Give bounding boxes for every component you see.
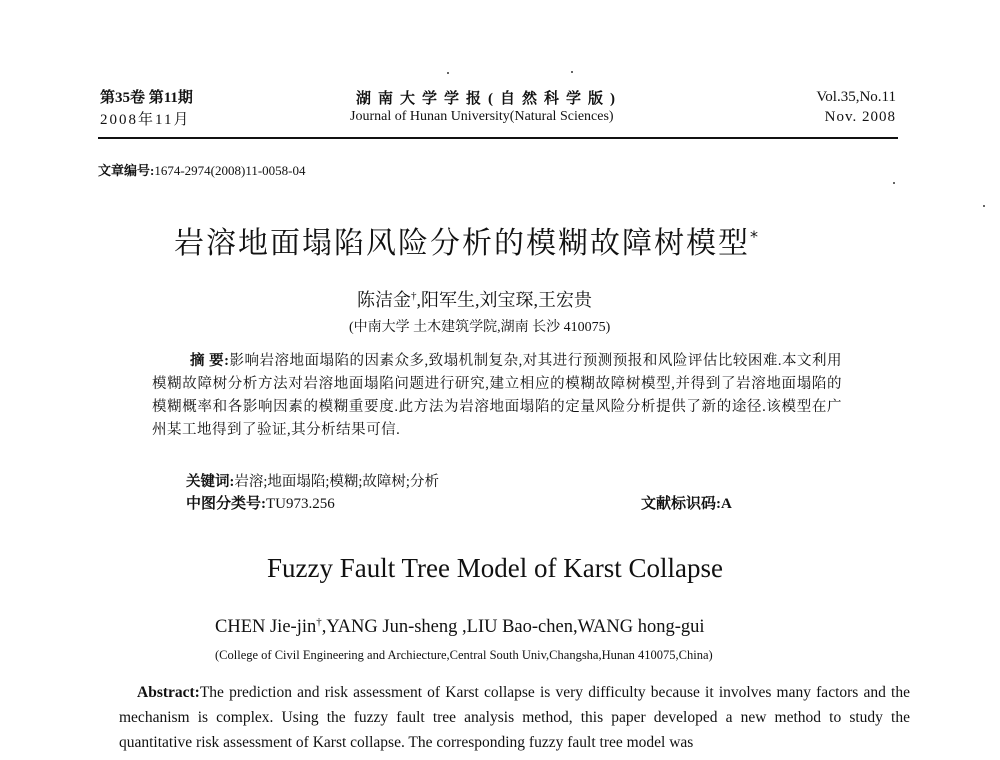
abstract-cn-label: 摘 要: [190, 353, 230, 369]
authors-cn-first: 陈洁金 [357, 290, 411, 310]
title-cn-text: 岩溶地面塌陷风险分析的模糊故障树模型 [174, 226, 750, 261]
title-cn [174, 218, 760, 262]
abstract-en [119, 680, 910, 755]
scan-speck [447, 72, 449, 74]
affiliation-cn: (中南大学 土木建筑学院,湖南 长沙 410075) [349, 320, 611, 335]
abstract-en-text: The prediction and risk assessment of Karst collapse is very difficulty because it involves many factors and the mechanism is complex. Using the fuzzy fault tree analysis method, this paper developed a new method to study the quantitative risk assessment of Karst collapse. The corresponding fuzzy fault tree model was [119, 684, 910, 751]
volume-issue-en: Vol.35,No.11 [816, 89, 896, 105]
journal-name-en: Journal of Hunan University(Natural Sciences) [350, 109, 614, 124]
journal-name-cn: 湖南大学学报(自然科学版) [356, 91, 622, 107]
clc-value: TU973.256 [266, 496, 335, 512]
article-number-label: 文章编号: [98, 163, 155, 178]
scan-speck [983, 205, 985, 207]
scan-speck [893, 182, 895, 184]
clc-label: 中图分类号: [186, 496, 266, 512]
keywords-cn-label: 关键词: [186, 474, 235, 490]
article-number-value: 1674-2974(2008)11-0058-04 [154, 163, 306, 178]
authors-en-rest: ,YANG Jun-sheng ,LIU Bao-chen,WANG hong-gui [321, 617, 705, 638]
authors-cn-rest: ,阳军生,刘宝琛,王宏贵 [416, 290, 592, 310]
date-cn: 2008年11月 [100, 112, 191, 128]
title-en: Fuzzy Fault Tree Model of Karst Collapse [267, 553, 723, 583]
article-number [98, 160, 306, 179]
abstract-en-label: Abstract: [137, 684, 200, 701]
document-code-label: 文献标识码: [641, 496, 721, 512]
keywords-cn [186, 470, 439, 491]
header-rule [98, 137, 898, 139]
date-en: Nov. 2008 [824, 109, 896, 125]
authors-cn [357, 286, 592, 312]
clc-number [186, 492, 335, 513]
corresponding-author-mark-cn: † [411, 290, 417, 302]
abstract-cn-text: 影响岩溶地面塌陷的因素众多,致塌机制复杂,对其进行预测预报和风险评估比较困难.本文利用模糊故障树分析方法对岩溶地面塌陷问题进行研究,建立相应的模糊故障树模型,并得到了岩溶地面塌陷的模糊概率和各影响因素的模糊重要度.此方法为岩溶地面塌陷的定量风险分析提供了新的途径.该模型在广州某工地得到了验证,其分析结果可信. [152, 353, 842, 438]
authors-en [215, 616, 705, 638]
title-footnote-mark: * [750, 227, 760, 246]
keywords-cn-text: 岩溶;地面塌陷;模糊;故障树;分析 [234, 474, 439, 490]
authors-en-first: CHEN Jie-jin [215, 617, 317, 638]
affiliation-en: (College of Civil Engineering and Archiecture,Central South Univ,Changsha,Hunan 410075,China) [215, 648, 713, 662]
abstract-cn [152, 350, 842, 442]
corresponding-author-mark-en: † [316, 616, 322, 628]
volume-issue-cn: 第35卷 第11期 [100, 90, 193, 106]
scan-speck [571, 71, 573, 73]
document-code [641, 492, 732, 513]
document-code-value: A [721, 496, 732, 512]
